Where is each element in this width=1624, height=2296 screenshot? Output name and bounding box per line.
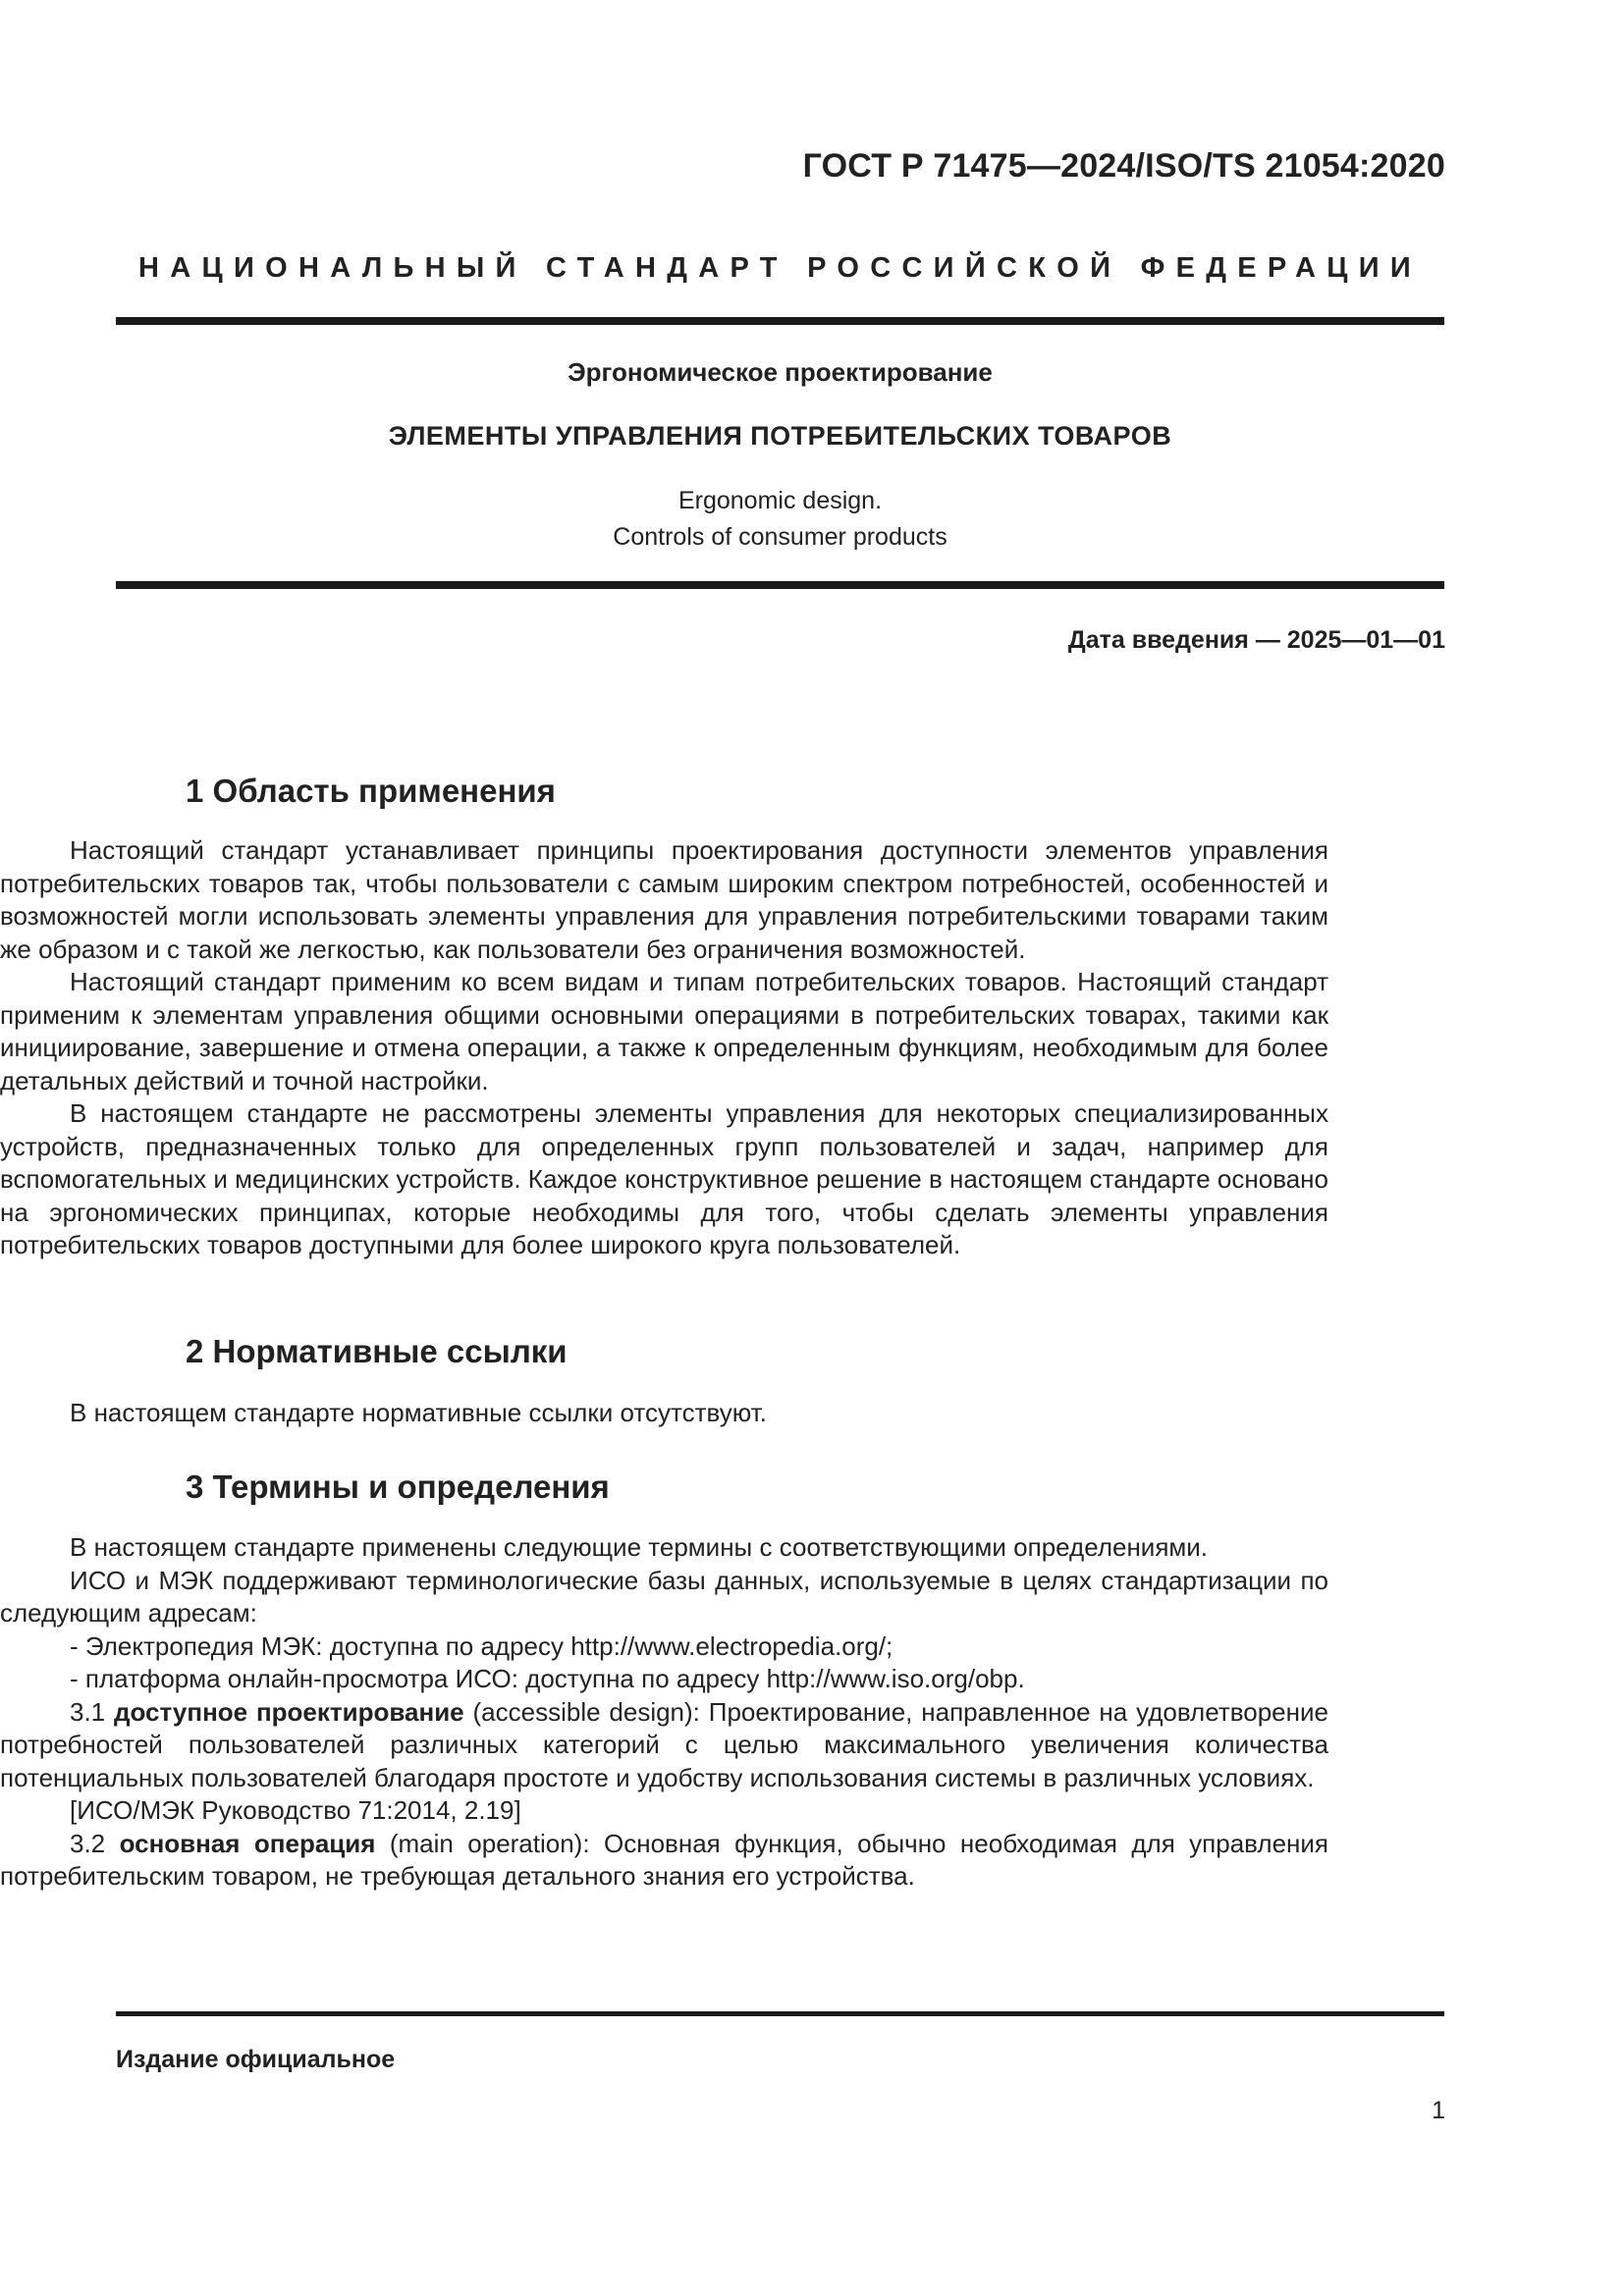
document-subtitle: Эргономическое проектирование bbox=[568, 357, 993, 387]
link-list-item: - Электропедия МЭК: доступна по адресу http://www.electropedia.org/; bbox=[70, 1630, 893, 1661]
official-edition-label: Издание официальное bbox=[116, 2046, 396, 2073]
date-of-introduction: Дата введения — 2025—01—01 bbox=[1067, 626, 1445, 654]
national-standard-banner: НАЦИОНАЛЬНЫЙ СТАНДАРТ РОССИЙСКОЙ ФЕДЕРАЦИИ bbox=[138, 252, 1422, 284]
term-number: 3.1 bbox=[70, 1696, 106, 1727]
section-3-intro: В настоящем стандарте применены следующие термины с соответствующими определениями. bbox=[70, 1532, 1209, 1562]
term-definition: (main operation): Основная функция, обычно необходимая для управления потребительским товаром, не требующая детального знания его устройства. bbox=[0, 1828, 1328, 1891]
document-title-en bbox=[116, 483, 1444, 556]
term-3-1 bbox=[0, 1696, 1328, 1795]
page-number: 1 bbox=[1432, 2097, 1445, 2124]
title-en-line-1: Ergonomic design. bbox=[677, 487, 883, 514]
section-2-body bbox=[0, 1397, 1328, 1430]
footer-divider bbox=[116, 2011, 1444, 2016]
section-2-paragraph: В настоящем стандарте нормативные ссылки отсутствуют. bbox=[70, 1398, 767, 1427]
title-en-line-2: Controls of consumer products bbox=[613, 523, 947, 551]
section-3-body bbox=[0, 1531, 1328, 1894]
section-1-paragraph: В настоящем стандарте не рассмотрены элементы управления для некоторых специализированных устройств, предназначенных только для определенных групп пользователей и задач, например для вспомогательных и медицинских устройств. Каждое конструктивное решение в настоящем стандарте основано на эргономических принципах, которые необходимы для того, чтобы сделать элементы управления потребительских товаров доступными для более широкого круга пользователей. bbox=[0, 1098, 1328, 1259]
section-2-heading: 2 Нормативные ссылки bbox=[186, 1333, 568, 1369]
document-title-ru: ЭЛЕМЕНТЫ УПРАВЛЕНИЯ ПОТРЕБИТЕЛЬСКИХ ТОВАРОВ bbox=[388, 421, 1172, 451]
term-number: 3.2 bbox=[70, 1828, 106, 1858]
gost-number: ГОСТ Р 71475—2024/ISO/TS 21054:2020 bbox=[802, 147, 1445, 185]
section-3-heading: 3 Термины и определения bbox=[186, 1468, 610, 1505]
term-3-2 bbox=[0, 1828, 1328, 1894]
section-1-body bbox=[0, 834, 1328, 1262]
term-source: [ИСО/МЭК Руководство 71:2014, 2.19] bbox=[70, 1795, 521, 1825]
term-name: доступное проектирование bbox=[114, 1696, 464, 1727]
section-3-intro: ИСО и МЭК поддерживают терминологические базы данных, используемые в целях стандартизации по следующим адресам: bbox=[0, 1565, 1328, 1628]
section-1-paragraph: Настоящий стандарт применим ко всем видам и типам потребительских товаров. Настоящий стандарт применим к элементам управления общими основными операциями в потребительских товарах, такими как инициирование, завершение и отмена операции, а также к определенным функциям, необходимым для более детальных действий и точной настройки. bbox=[0, 967, 1328, 1095]
section-1-heading: 1 Область применения bbox=[186, 773, 556, 809]
top-divider bbox=[116, 317, 1444, 325]
term-definition: (accessible design): Проектирование, направленное на удовлетворение потребностей пользователей различных категорий с целью максимального увеличения количества потенциальных пользователей благодаря простоте и удобству использования системы в различных условиях. bbox=[0, 1696, 1328, 1792]
term-name: основная операция bbox=[119, 1828, 376, 1858]
section-1-paragraph: Настоящий стандарт устанавливает принципы проектирования доступности элементов управления потребительских товаров так, чтобы пользователи с самым широким спектром потребностей, особенностей и возможностей могли использовать элементы управления для управления потребительскими товарами таким же образом и с такой же легкостью, как пользователи без ограничения возможностей. bbox=[0, 835, 1328, 964]
title-divider bbox=[116, 581, 1444, 589]
link-list-item: - платформа онлайн-просмотра ИСО: доступна по адресу http://www.iso.org/obp. bbox=[70, 1664, 1025, 1693]
